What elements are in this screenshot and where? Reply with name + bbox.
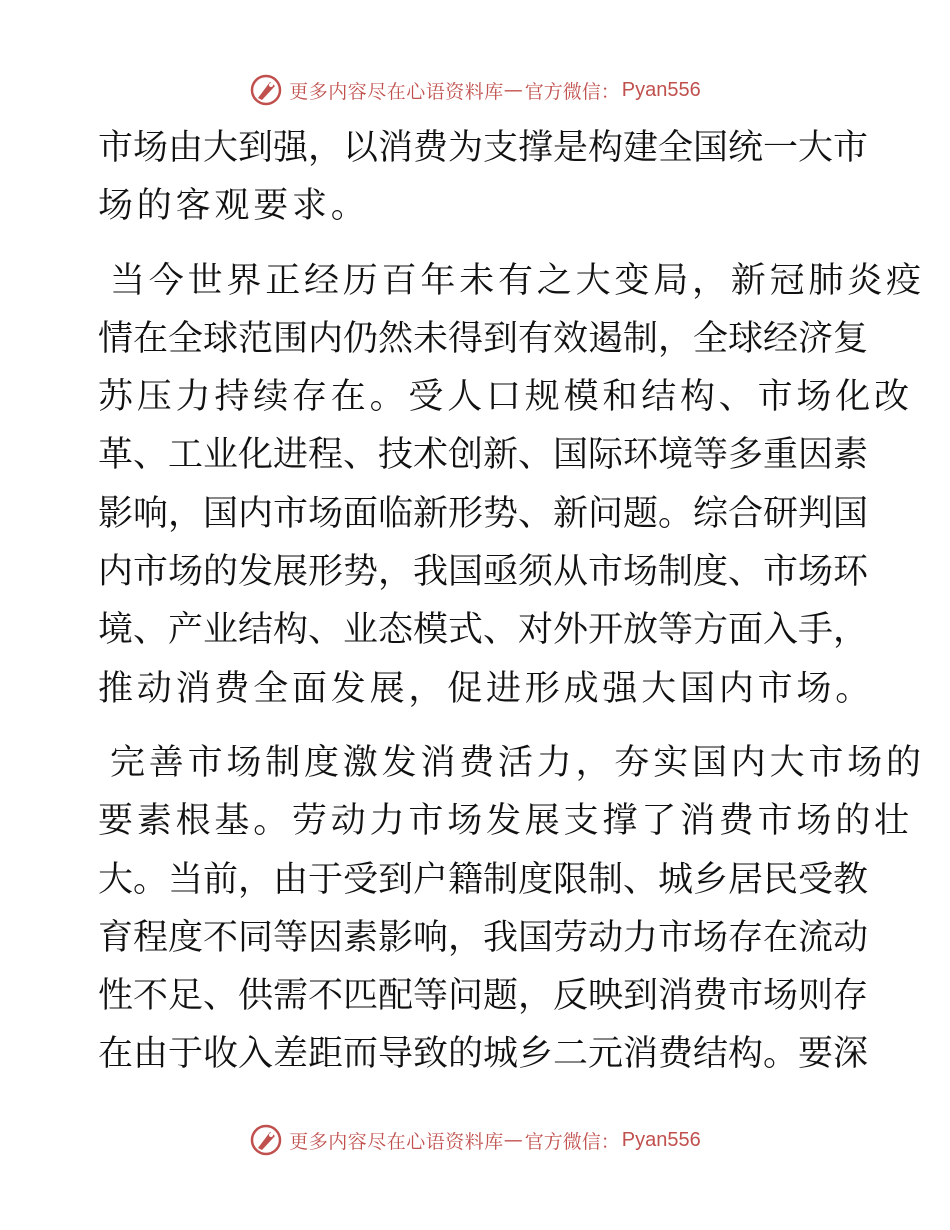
banner-wechat-label: 官方微信： [524,80,620,103]
document-body [98,119,925,1084]
banner-dash: — [503,1129,523,1151]
text-line: 苏压力持续存在。受人口规模和结构、市场化改 [98,377,913,418]
text-line: 育程度不同等因素影响，我国劳动力市场存在流动 [98,917,869,958]
banner-wechat-label: 官方微信： [524,1130,620,1153]
pen-nib-logo-icon [249,1123,283,1157]
text-line: 推动消费全面发展，促进形成强大国内市场。 [98,668,875,709]
banner-text: 更多内容尽在心语资料库 [289,80,504,103]
paragraph [98,252,925,718]
text-line: 情在全球范围内仍然未得到有效遏制，全球经济复 [98,318,869,359]
banner-wechat-id: Pyan556 [621,78,701,101]
text-line: 内市场的发展形势，我国亟须从市场制度、市场环 [98,552,869,593]
text-line: 场的客观要求。 [98,186,370,227]
text-line: 革、工业化进程、技术创新、国际环境等多重因素 [98,435,869,476]
text-line: 当今世界正经历百年未有之大变局，新冠肺炎疫 [110,260,925,301]
banner-text: 更多内容尽在心语资料库 [289,1130,504,1153]
text-line: 在由于收入差距而导致的城乡二元消费结构。要深 [98,1034,869,1075]
text-line: 性不足、供需不匹配等问题，反映到消费市场则存 [98,976,869,1017]
footer-banner [0,1120,950,1160]
text-line: 市场由大到强，以消费为支撑是构建全国统一大市 [98,128,869,168]
paragraph [98,734,925,1084]
pen-nib-logo-icon [249,73,283,107]
text-line: 大。当前，由于受到户籍制度限制、城乡居民受教 [98,859,869,900]
banner-wechat-id: Pyan556 [621,1128,701,1151]
text-line: 完善市场制度激发消费活力，夯实国内大市场的 [110,742,925,783]
banner-dash: — [503,79,523,101]
text-line: 影响，国内市场面临新形势、新问题。综合研判国 [98,493,869,534]
text-line: 要素根基。劳动力市场发展支撑了消费市场的壮 [98,801,913,842]
text-line: 境、产业结构、业态模式、对外开放等方面入手， [98,610,869,651]
header-banner [0,70,950,110]
paragraph [98,119,869,236]
